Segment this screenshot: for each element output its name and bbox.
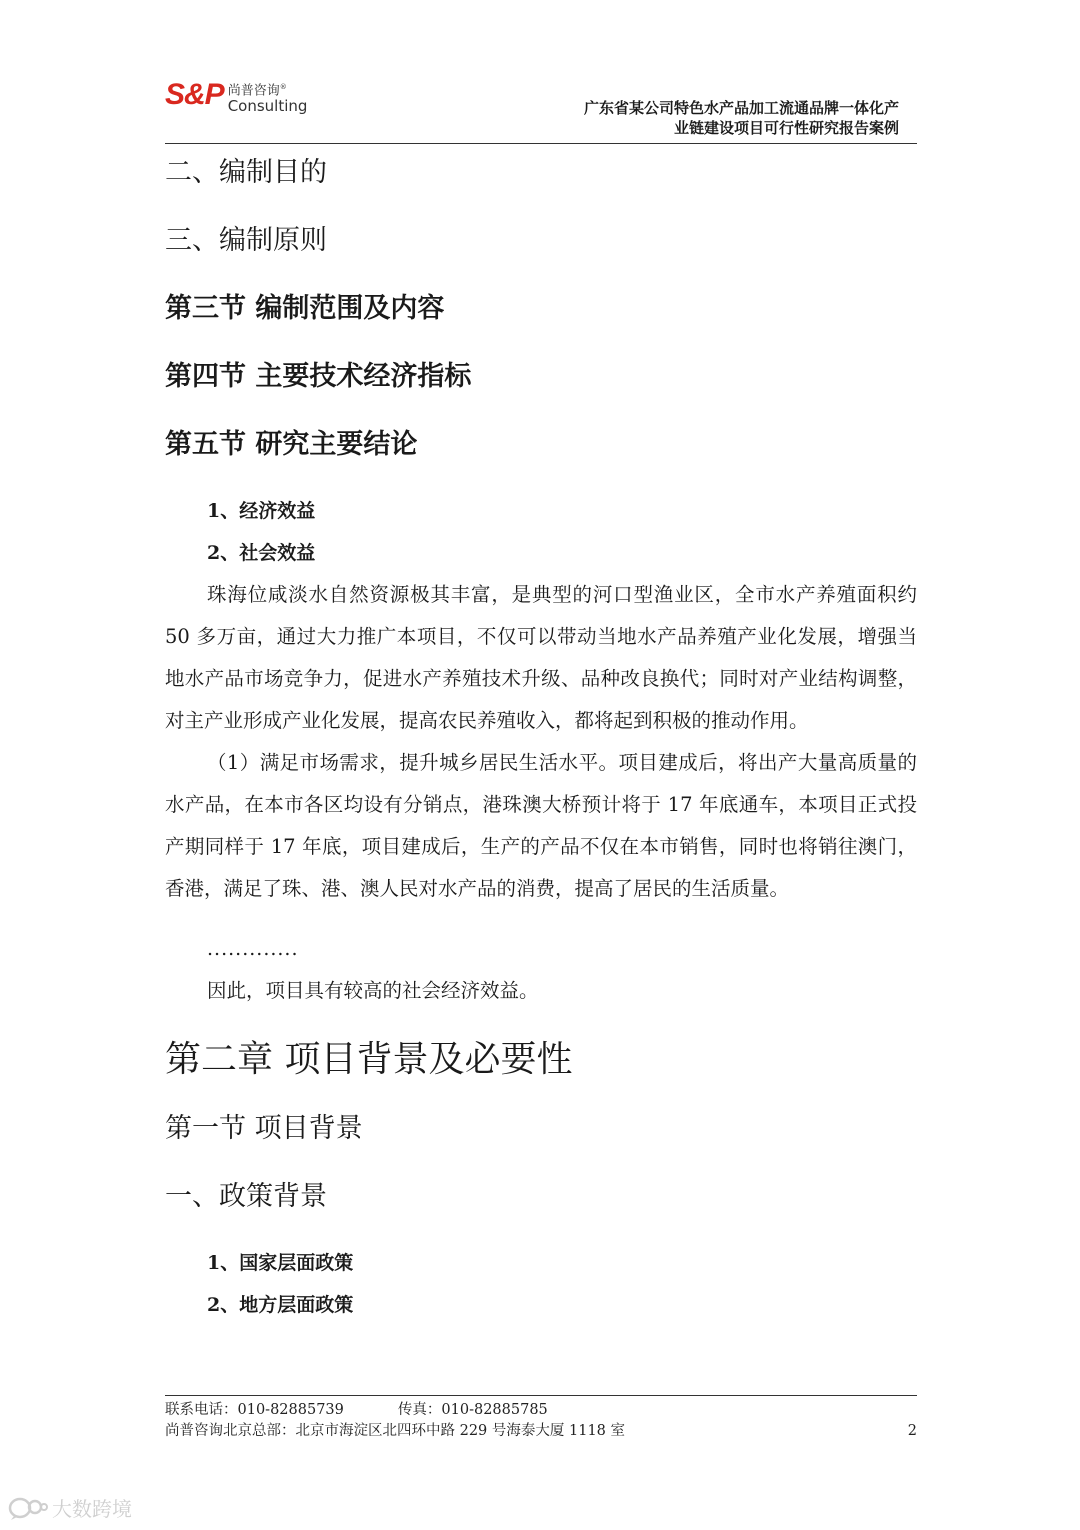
report-title — [539, 98, 899, 138]
paragraph-market-demand: （1）满足市场需求，提升城乡居民生活水平。项目建成后，将出产大量高质量的水产品，在本市各区均设有分销点，港珠澳大桥预计将于 17 年底通车，本项目正式投产期同样于 17 年底，项目建成后，生产的产品不仅在本市销售，同时也将销往澳门，香港，满足了珠、港、澳人民对水产品的消费，提高了居民的生活质量。 — [165, 751, 917, 900]
logo-chinese-name: 尚普咨询® — [227, 83, 287, 99]
watermark — [8, 1493, 132, 1522]
chapter-2-title: 第二章 项目背景及必要性 — [165, 1039, 573, 1080]
report-title-line1: 广东省某公司特色水产品加工流通品牌一体化产 — [583, 99, 899, 117]
subheading-social-benefit: 2、社会效益 — [207, 542, 316, 564]
subheading-economic-benefit: 1、经济效益 — [207, 500, 316, 522]
footer-contact — [165, 1400, 917, 1420]
footer-phone: 联系电话：010-82885739 — [165, 1402, 344, 1418]
page-header — [165, 74, 917, 144]
watermark-text: 大数跨境 — [52, 1497, 132, 1521]
logo-english-name: Consulting — [227, 97, 308, 116]
header-divider — [165, 143, 917, 144]
footer-address-row — [165, 1420, 917, 1442]
document-body — [165, 150, 917, 1326]
speech-bubble-logo-icon — [8, 1496, 48, 1520]
company-logo — [165, 80, 307, 115]
footer-fax: 传真：010-82885785 — [397, 1402, 548, 1418]
subheading-national-policy: 1、国家层面政策 — [207, 1252, 354, 1274]
heading-section-4: 第四节 主要技术经济指标 — [165, 361, 472, 392]
heading-section-5: 第五节 研究主要结论 — [165, 429, 418, 460]
footer-address: 尚普咨询北京总部：北京市海淀区北四环中路 229 号海泰大厦 1118 室 — [165, 1423, 626, 1439]
subheading-local-policy: 2、地方层面政策 — [207, 1294, 354, 1316]
page-footer — [165, 1395, 917, 1442]
heading-chapter2-section-1: 第一节 项目背景 — [165, 1113, 363, 1144]
heading-principle: 三、编制原则 — [165, 225, 327, 256]
report-title-line2: 业链建设项目可行性研究报告案例 — [673, 119, 899, 137]
logo-mark: S&P — [165, 78, 224, 111]
paragraph-social-benefit: 珠海位咸淡水自然资源极其丰富，是典型的河口型渔业区，全市水产养殖面积约 50 多万亩，通过大力推广本项目，不仅可以带动当地水产品养殖产业化发展，增强当地水产品市场竞争力，促进水产养殖技术升级、品种改良换代；同时对产业结构调整，对主产业形成产业化发展，提高农民养殖收入，都将起到积极的推动作用。 — [165, 583, 917, 732]
page-number: 2 — [907, 1423, 917, 1439]
heading-section-3: 第三节 编制范围及内容 — [165, 293, 445, 324]
heading-policy-background: 一、政策背景 — [165, 1181, 327, 1212]
logo-text — [228, 80, 308, 115]
ellipsis: ............. — [207, 938, 299, 960]
conclusion-text: 因此，项目具有较高的社会经济效益。 — [207, 979, 539, 1002]
heading-purpose: 二、编制目的 — [165, 157, 327, 188]
